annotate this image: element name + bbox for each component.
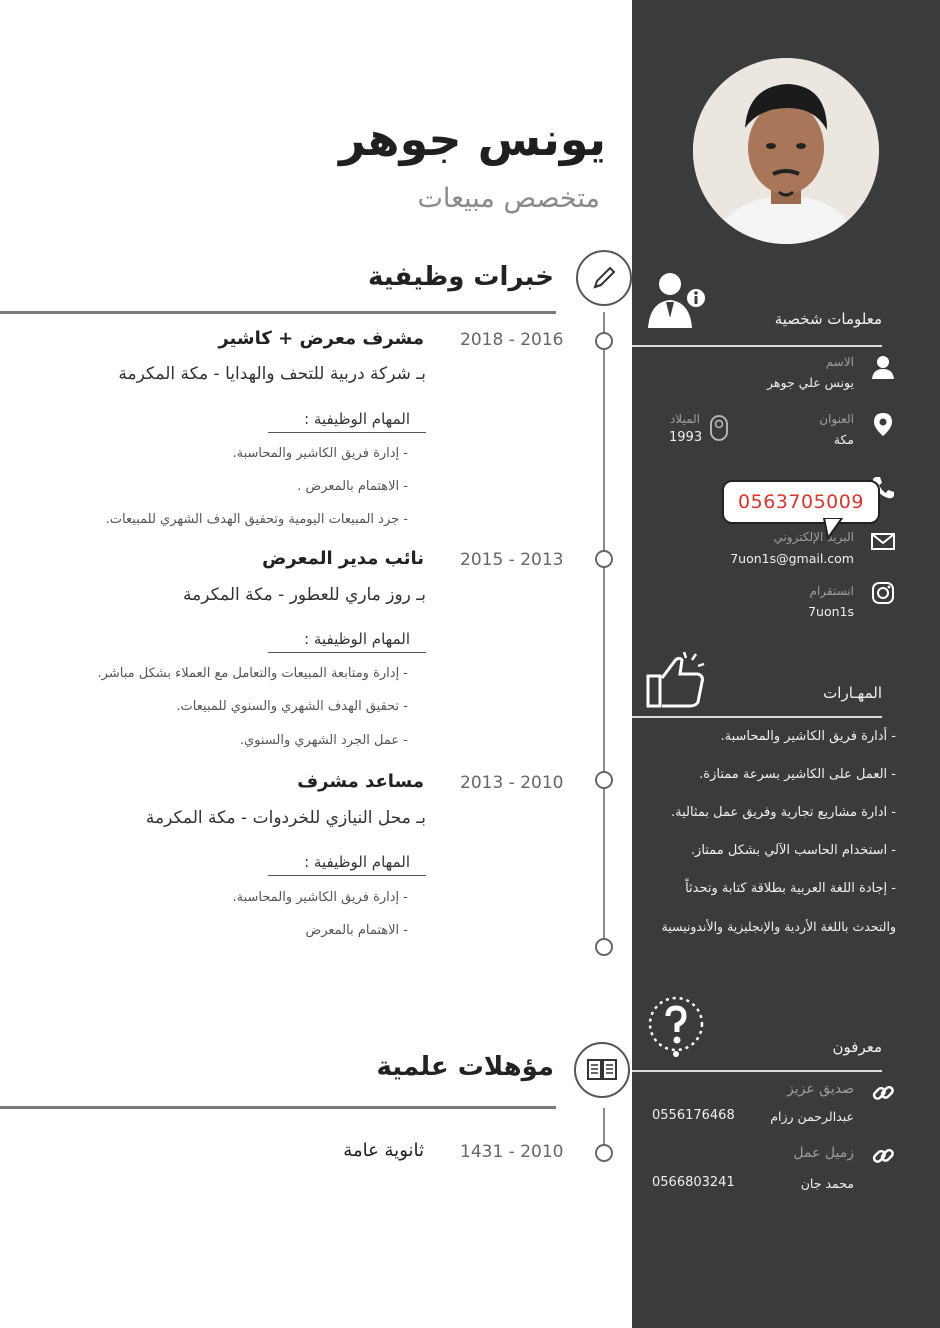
experience-heading: خبرات وظيفية	[368, 262, 554, 292]
candidate-name: يونس جوهر	[339, 112, 606, 166]
task-item: - عمل الجرد الشهري والسنوي.	[239, 733, 408, 748]
tasks-heading: المهام الوظيفية :	[304, 630, 410, 648]
pen-icon	[576, 250, 632, 306]
phone-number-sticker	[722, 480, 880, 524]
address-value: مكة	[833, 432, 854, 447]
education-degree: ثانوية عامة	[343, 1140, 424, 1161]
baby-icon	[708, 414, 730, 442]
education-heading: مؤهلات علمية	[376, 1052, 554, 1082]
education-timeline	[603, 1108, 605, 1144]
personal-info-heading: معلومات شخصية	[774, 310, 882, 328]
task-item: - إدارة فريق الكاشير والمحاسبة.	[232, 890, 408, 905]
task-item: - جرد المبيعات اليومية وتحقيق الهدف الشهري للمبيعات.	[105, 512, 408, 527]
reference-name: محمد جان	[800, 1176, 854, 1191]
link-icon	[870, 1143, 896, 1169]
tasks-underline	[268, 875, 426, 876]
reference-name: عبدالرحمن رزام	[770, 1109, 854, 1124]
reference-phone: 0566803241	[652, 1175, 735, 1190]
tasks-heading: المهام الوظيفية :	[304, 410, 410, 428]
experience-role: نائب مدير المعرض	[262, 548, 424, 569]
timeline-end-dot	[595, 938, 613, 956]
tasks-underline	[268, 652, 426, 653]
references-rule	[632, 1070, 882, 1072]
name-label: الاسم	[825, 355, 854, 369]
experience-date: 2013 - 2010	[460, 773, 564, 793]
instagram-label: انستقرام	[809, 584, 854, 598]
experience-company: بـ شركة دربية للتحف والهدايا - مكة المكرمة	[118, 364, 426, 384]
timeline-dot	[595, 771, 613, 789]
experience-date: 2015 - 2013	[460, 550, 564, 570]
tasks-underline	[268, 432, 426, 433]
thumbs-up-icon	[644, 648, 710, 714]
experience-role: مشرف معرض + كاشير	[218, 328, 424, 349]
skills-rule	[632, 716, 882, 718]
address-label: العنوان	[819, 412, 854, 426]
phone-value: 0563705009	[738, 491, 864, 513]
instagram-value: 7uon1s	[808, 604, 854, 619]
references-heading: معرفون	[832, 1038, 882, 1056]
book-icon	[574, 1042, 630, 1098]
profile-photo	[693, 58, 879, 244]
education-date: 1431 - 2010	[460, 1142, 564, 1162]
experience-company: بـ روز ماري للعطور - مكة المكرمة	[183, 585, 426, 605]
experience-role: مساعد مشرف	[297, 771, 424, 792]
task-item: - إدارة ومتابعة المبيعات والتعامل مع العملاء بشكل مباشر.	[97, 666, 408, 681]
job-title: متخصص مبيعات	[417, 183, 600, 214]
birth-label: الميلاد	[669, 412, 700, 426]
skill-item: - العمل على الكاشير بسرعة ممتازة.	[699, 767, 896, 782]
reference-relation: زميل عمل	[793, 1145, 854, 1161]
education-rule	[0, 1106, 556, 1109]
instagram-icon	[870, 580, 896, 606]
birth-value: 1993	[669, 430, 703, 445]
user-icon	[870, 354, 896, 380]
experience-date: 2018 - 2016	[460, 330, 564, 350]
task-item: - إدارة فريق الكاشير والمحاسبة.	[232, 446, 408, 461]
skill-item: والتحدث باللغة الأردية والإنجليزية والأندونيسية	[661, 919, 896, 934]
link-icon	[870, 1080, 896, 1106]
personal-info-rule	[632, 345, 882, 347]
skill-item: - أدارة فريق الكاشير والمحاسبة.	[720, 729, 896, 744]
skill-item: - ادارة مشاريع تجارية وفريق عمل بمثالية.	[670, 805, 896, 820]
question-mark-icon	[644, 994, 708, 1062]
timeline-dot	[595, 550, 613, 568]
skills-heading: المهـارات	[823, 684, 882, 702]
person-info-icon	[644, 268, 708, 334]
timeline-dot	[595, 332, 613, 350]
skill-item: - استخدام الحاسب الآلي بشكل ممتاز.	[690, 843, 896, 858]
envelope-icon	[870, 528, 896, 554]
reference-relation: صديق عزيز	[787, 1081, 854, 1097]
reference-phone: 0556176468	[652, 1108, 735, 1123]
tasks-heading: المهام الوظيفية :	[304, 853, 410, 871]
name-value: يونس علي جوهر	[767, 375, 854, 390]
experience-company: بـ محل النيازي للخردوات - مكة المكرمة	[145, 808, 426, 828]
skill-item: - إجادة اللغة العربية بطلاقة كتابة وتحدثاً	[685, 881, 896, 896]
email-label: البريد الإلكتروني	[773, 530, 854, 544]
timeline-dot	[595, 1144, 613, 1162]
speech-tail-icon	[822, 518, 846, 540]
task-item: - الاهتمام بالمعرض .	[297, 479, 408, 494]
email-value: 7uon1s@gmail.com	[730, 551, 854, 566]
task-item: - الاهتمام بالمعرض	[305, 923, 408, 938]
sidebar	[632, 0, 940, 1328]
experience-timeline	[603, 312, 605, 948]
task-item: - تحقيق الهدف الشهري والسنوي للمبيعات.	[176, 699, 408, 714]
location-pin-icon	[870, 411, 896, 437]
experience-rule	[0, 311, 556, 314]
